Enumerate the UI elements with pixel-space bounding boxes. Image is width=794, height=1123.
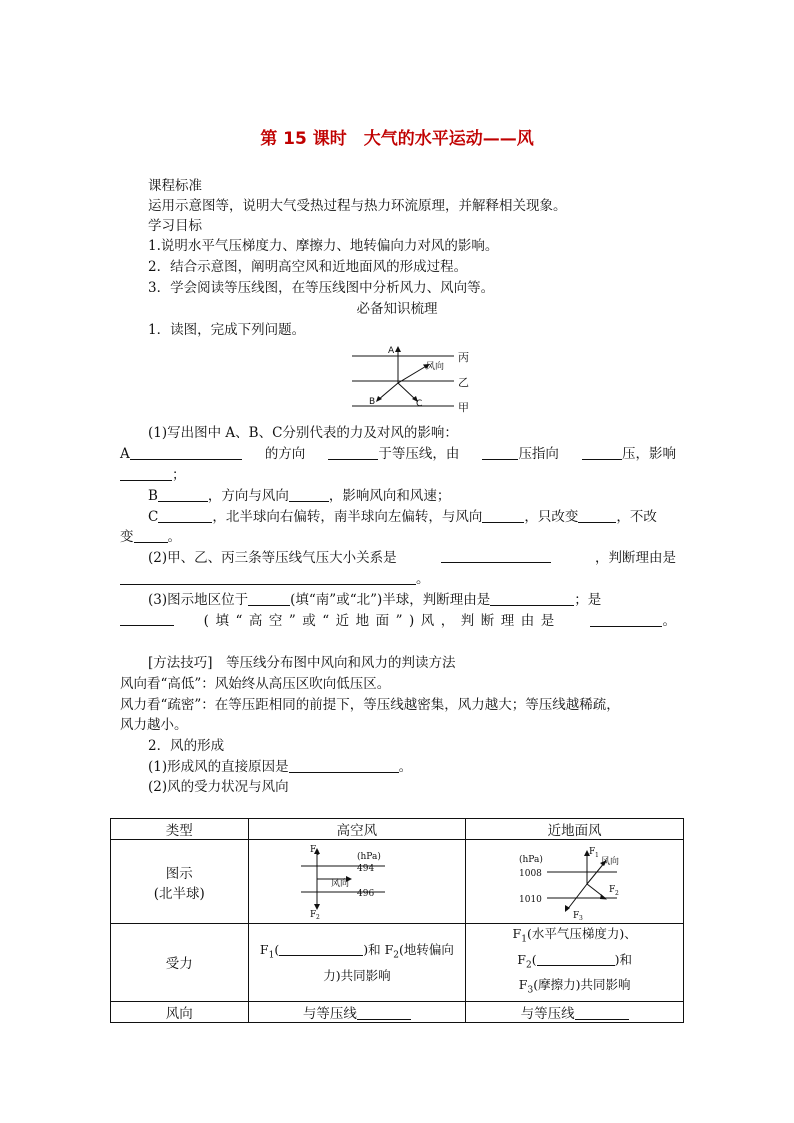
blank[interactable] xyxy=(537,951,615,966)
blank[interactable] xyxy=(248,591,290,606)
label-b: B xyxy=(369,397,376,407)
goal-item: 1.说明水平气压梯度力、摩擦力、地转偏向力对风的影响。 xyxy=(148,238,499,254)
svg-text:风向: 风向 xyxy=(330,878,349,889)
question-1-1: (1)写出图中 A、B、C分别代表的力及对风的影响： xyxy=(148,425,458,441)
row-sublabel: (北半球) xyxy=(153,885,205,902)
label-a: A xyxy=(388,346,395,356)
page-title: 第 15 课时 大气的水平运动——风 xyxy=(260,129,534,149)
isobar-yi: 乙 xyxy=(458,376,469,389)
method-line: 风向看“高低”：风始终从高压区吹向低压区。 xyxy=(120,676,391,692)
table-cell xyxy=(466,840,684,924)
wind-force-table xyxy=(110,818,684,1023)
table-row xyxy=(111,840,684,924)
blank[interactable] xyxy=(490,591,574,606)
label-c: C xyxy=(416,399,423,409)
blank[interactable] xyxy=(575,1005,629,1020)
svg-text:496: 496 xyxy=(356,888,375,899)
blank[interactable] xyxy=(120,466,172,481)
answer-line-a2: ； xyxy=(120,465,676,485)
svg-text:1008: 1008 xyxy=(518,868,542,879)
blank[interactable] xyxy=(590,612,662,627)
section-heading: 必备知识梳理 xyxy=(356,301,438,317)
blank[interactable] xyxy=(158,487,208,502)
blank[interactable] xyxy=(482,445,518,460)
wind-label: 风向 xyxy=(426,362,445,372)
blank[interactable] xyxy=(482,508,524,523)
upper-air-wind-diagram xyxy=(287,842,427,921)
table-row xyxy=(111,1001,684,1022)
blank[interactable] xyxy=(582,445,622,460)
svg-text:2: 2 xyxy=(315,913,320,921)
svg-text:风向: 风向 xyxy=(600,856,619,867)
blank[interactable] xyxy=(357,1005,411,1020)
question-1-2: (2)甲、乙、丙三条等压线气压大小关系是 ，判断理由是 xyxy=(148,550,676,566)
method-line: 风力越小。 xyxy=(120,717,188,733)
blank[interactable] xyxy=(441,548,551,563)
row-label: 图示 xyxy=(165,865,193,882)
blank[interactable] xyxy=(130,445,242,460)
svg-text:2: 2 xyxy=(614,889,619,897)
table-header: 高空风 xyxy=(248,819,466,840)
blank[interactable] xyxy=(289,758,399,773)
isobar-jia: 甲 xyxy=(458,401,469,414)
answer-line-a: A 的方向 于等压线，由 压指向 压，影响 xyxy=(120,446,676,462)
method-line: 风力看“疏密”：在等压距相同的前提下，等压线越密集，风力越大；等压线越稀疏， xyxy=(120,697,620,713)
question-1-2b: 。 xyxy=(120,569,676,589)
svg-text:1: 1 xyxy=(594,851,599,859)
table-row xyxy=(111,924,684,1002)
blank[interactable] xyxy=(279,941,363,956)
answer-line-b: B ，方向与风向 ，影响风向和风速； xyxy=(148,488,451,504)
question-2-1: (1)形成风的直接原因是 。 xyxy=(148,759,413,775)
table-cell: 风向 xyxy=(111,1001,249,1022)
answer-line-c2: 变 。 xyxy=(120,529,181,545)
svg-text:1010: 1010 xyxy=(518,894,542,905)
svg-text:(hPa): (hPa) xyxy=(518,854,543,865)
blank[interactable] xyxy=(328,445,378,460)
question-1-3b: (填“高空”或“近地面”)风，判断理由是 。 xyxy=(120,611,676,631)
svg-text:F: F xyxy=(588,846,595,857)
table-cell: $F_1$(水平气压梯度力)、 $F_2$( )和 $F_3$(摩擦力)共同影响 xyxy=(466,924,684,1002)
svg-text:F: F xyxy=(309,909,317,920)
blank[interactable] xyxy=(578,508,616,523)
learning-goals-heading: 学习目标 xyxy=(148,218,202,234)
table-header: 近地面风 xyxy=(466,819,684,840)
table-cell: $F_1$( )和 $F_2$(地转偏向 力)共同影响 xyxy=(248,924,466,1002)
table-cell xyxy=(111,840,249,924)
question-1: 1．读图，完成下列问题。 xyxy=(148,322,306,338)
blank[interactable] xyxy=(158,508,212,523)
goal-item: 2．结合示意图，阐明高空风和近地面风的形成过程。 xyxy=(148,259,468,275)
isobar-bing: 丙 xyxy=(458,351,469,364)
question-2: 2．风的形成 xyxy=(148,738,225,754)
goal-item: 3．学会阅读等压线图，在等压线图中分析风力、风向等。 xyxy=(148,280,495,296)
table-cell: 受力 xyxy=(111,924,249,1002)
force-diagram xyxy=(350,340,480,418)
answer-line-c: C ，北半球向右偏转，南半球向左偏转，与风向 ，只改变 ，不改 xyxy=(148,509,657,525)
blank[interactable] xyxy=(120,570,416,585)
svg-text:F: F xyxy=(309,844,317,855)
table-cell: 与等压线 xyxy=(466,1001,684,1022)
table-header-row xyxy=(111,819,684,840)
table-header: 类型 xyxy=(111,819,249,840)
question-1-3: (3)图示地区位于 (填“南”或“北”)半球，判断理由是 ；是 xyxy=(148,592,602,608)
svg-text:494: 494 xyxy=(356,863,375,874)
surface-wind-diagram xyxy=(505,842,645,922)
svg-text:3: 3 xyxy=(578,914,583,922)
method-heading: [方法技巧] 等压线分布图中风向和风力的判读方法 xyxy=(148,655,456,671)
course-standard-heading: 课程标准 xyxy=(148,178,202,194)
blank[interactable] xyxy=(120,611,174,626)
blank[interactable] xyxy=(134,528,168,543)
table-cell: 与等压线 xyxy=(248,1001,466,1022)
course-standard-text: 运用示意图等，说明大气受热过程与热力环流原理，并解释相关现象。 xyxy=(148,198,567,214)
table-cell xyxy=(248,840,466,924)
svg-text:1: 1 xyxy=(315,849,320,857)
svg-text:(hPa): (hPa) xyxy=(356,851,381,862)
svg-text:F: F xyxy=(572,910,579,921)
blank[interactable] xyxy=(289,487,329,502)
question-2-2: (2)风的受力状况与风向 xyxy=(148,779,289,795)
svg-text:F: F xyxy=(608,884,615,895)
